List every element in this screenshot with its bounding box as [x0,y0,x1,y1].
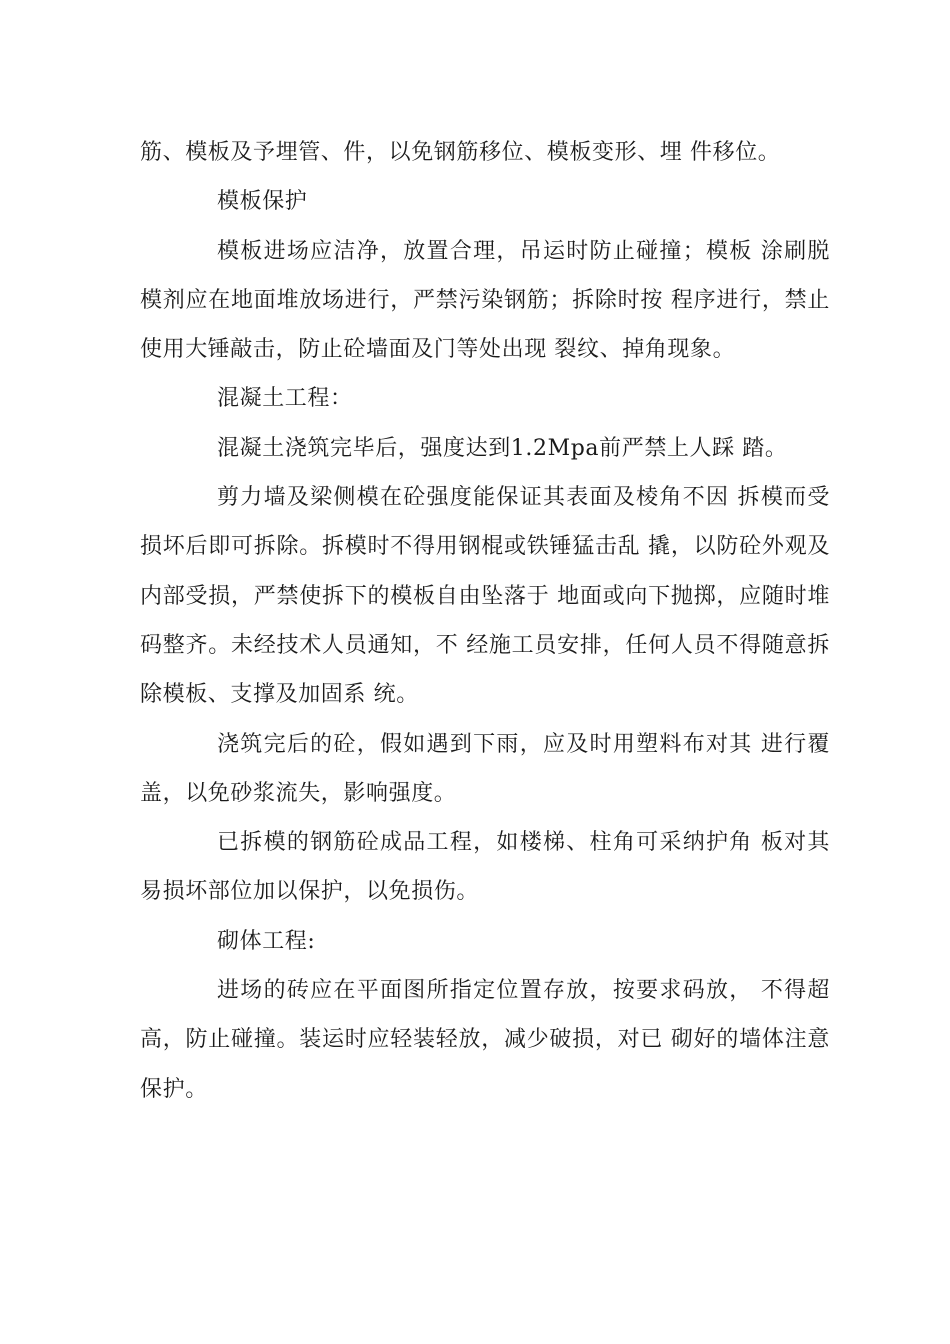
section-heading-masonry-works: 砌体工程: [217,928,316,954]
document-body [140,128,830,1114]
paragraph-rain-protection: 浇筑完后的砼，假如遇到下雨，应及时用塑料布对其 进行覆盖，以免砂浆流失，影响强度。 [140,731,830,806]
paragraph-corner-protection: 已拆模的钢筋砼成品工程，如楼梯、柱角可采纳护角 板对其易损坏部位加以保护，以免损伤。 [140,830,830,905]
paragraph-formwork-removal: 剪力墙及梁侧模在砼强度能保证其表面及棱角不因 拆模而受损坏后即可拆除。拆模时不得用钢棍或铁锤猛击乱 撬，以防砼外观及内部受损，严禁使拆下的模板自由坠落于 地面或向下抛掷，应随时堆码整齐。未经技术人员通知，不 经施工员安排，任何人员不得随意拆除模板、支撑及加固系 统。 [140,485,830,708]
section-heading-formwork-protection: 模板保护 [217,189,308,215]
section-heading-concrete-works: 混凝土工程： [217,386,353,412]
paragraph-formwork-protection: 模板进场应洁净，放置合理，吊运时防止碰撞；模板 涂刷脱模剂应在地面堆放场进行，严禁污染钢筋；拆除时按 程序进行，禁止使用大锤敲击，防止砼墙面及门等处出现 裂纹、掉角现象。 [140,238,830,363]
paragraph-brick-storage: 进场的砖应在平面图所指定位置存放，按要求码放， 不得超高，防止碰撞。装运时应轻装轻放，减少破损，对已 砌好的墙体注意保护。 [140,978,830,1102]
paragraph-continuation: 筋、模板及予埋管、件，以免钢筋移位、模板变形、埋 件移位。 [140,140,781,165]
paragraph-concrete-strength: 混凝土浇筑完毕后，强度达到1.2Mpa前严禁上人踩 踏。 [217,435,788,461]
